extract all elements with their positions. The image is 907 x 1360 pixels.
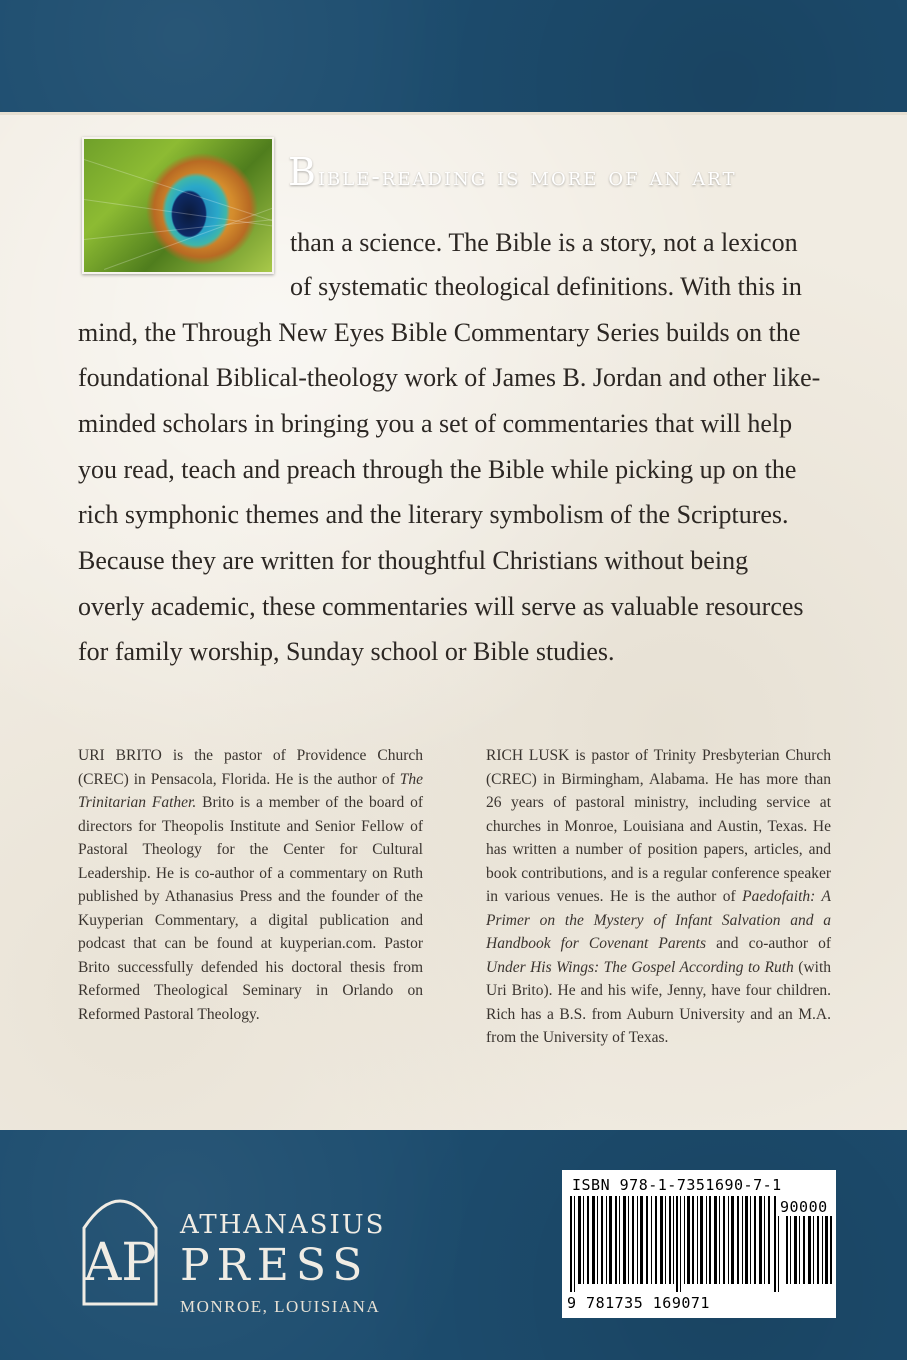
body-line-3: mind, the Through New Eyes Bible Commentary Series builds on the xyxy=(78,318,801,347)
bio-uri-brito xyxy=(78,744,423,1026)
isbn-text: ISBN 978-1-7351690-7-1 xyxy=(572,1176,782,1194)
publisher-location: MONROE, LOUISIANA xyxy=(180,1297,381,1316)
bio-lusk-text-a: RICH LUSK is pastor of Trinity Presbyterian Church (CREC) in Birmingham, Alabama. He has more than 26 years of pastoral ministry, including service at churches in Monroe, Louisiana and Austin, Texas. He has written a number of position papers, articles, and book contributions, and is a regular conference speaker in various venues. He is the author of xyxy=(486,747,831,905)
bio-lusk-text-b: and co-author of xyxy=(706,935,831,952)
body-line-9: overly academic, these commentaries will serve as valuable resources xyxy=(78,592,804,621)
lead-initial: B xyxy=(288,150,318,194)
body-line-8: Because they are written for thoughtful Christians without being xyxy=(78,546,749,575)
bio-lusk-text-c: (with Uri Brito). He and his wife, Jenny, have four children. Rich has a B.S. from Auburn University and an M.A. from the University of Texas. xyxy=(486,958,831,1046)
publisher-name: ATHANASIUS xyxy=(180,1210,386,1240)
body-line-4: foundational Biblical-theology work of James B. Jordan and other like- xyxy=(78,363,821,392)
body-line-5: minded scholars in bringing you a set of commentaries that will help xyxy=(78,409,793,438)
bio-lusk-book-title-2: Under His Wings: The Gospel According to Ruth xyxy=(486,958,794,976)
top-blue-band xyxy=(0,0,907,120)
body-line-1: than a science. The Bible is a story, not a lexicon xyxy=(290,228,798,257)
athanasius-press-logo-icon xyxy=(80,1188,160,1306)
body-line-7: rich symphonic themes and the literary symbolism of the Scriptures. xyxy=(78,500,789,529)
publisher-press: PRESS xyxy=(180,1240,370,1291)
body-line-6: you read, teach and preach through the Bible while picking up on the xyxy=(78,455,797,484)
logo-monogram: AP xyxy=(83,1233,157,1293)
bio-rich-lusk xyxy=(486,744,831,1050)
price-code: 90000 xyxy=(780,1198,828,1216)
bio-brito-text-b: Brito is a member of the board of directors for Theopolis Institute and Senior Fellow of Pastoral Theology for the Center for Cultural Leadership. He is co-author of a commentary on Ruth published by Athanasius Press and the founder of the Kuyperian Commentary, a digital publication and podcast that can be found at kuyperian.com. Pastor Brito successfully defended his doctoral thesis from Reformed Theological Seminary in Orlando on Reformed Pastoral Theology. xyxy=(78,794,424,1023)
bio-brito-text-a: URI BRITO is the pastor of Providence Church (CREC) in Pensacola, Florida. He is the author of xyxy=(78,747,423,788)
peacock-feather-image xyxy=(82,137,274,274)
barcode-digits: 9 781735 169071 xyxy=(567,1294,710,1312)
bio-lusk-book-title-1: Paedofaith: A Primer on the Mystery of Infant Salvation and a Handbook for Covenant Parents xyxy=(486,888,831,952)
body-line-2: of systematic theological definitions. With this in xyxy=(290,272,802,301)
bio-brito-book-title: The Trinitarian Father. xyxy=(78,770,423,811)
lead-rest: ible-reading is more of an art xyxy=(317,162,737,191)
lead-line xyxy=(288,150,848,194)
body-line-10: for family worship, Sunday school or Bible studies. xyxy=(78,637,615,666)
